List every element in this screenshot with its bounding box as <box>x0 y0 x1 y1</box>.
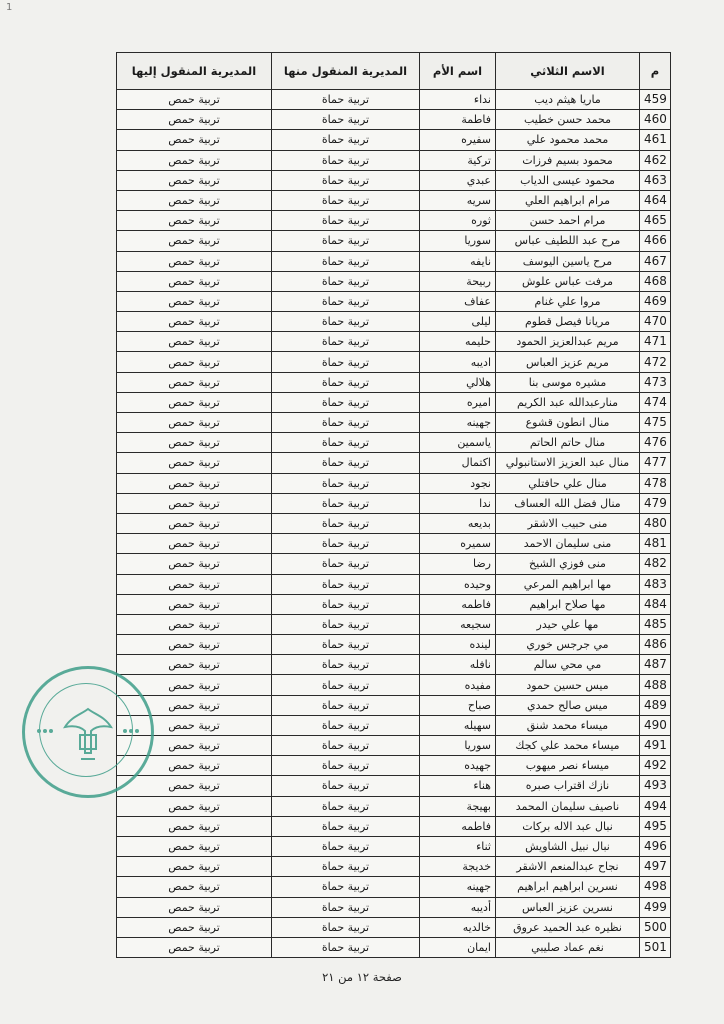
cell-num: 466 <box>640 231 671 251</box>
cell-name: ميساء نصر ميهوب <box>496 756 640 776</box>
cell-name: مروا علي غنام <box>496 291 640 311</box>
cell-num: 482 <box>640 554 671 574</box>
cell-num: 492 <box>640 756 671 776</box>
transfer-table <box>116 52 671 958</box>
table-body <box>117 90 671 958</box>
cell-to: تربية حمص <box>117 312 272 332</box>
table-row <box>117 392 671 412</box>
cell-from: تربية حماة <box>272 372 420 392</box>
table-row <box>117 291 671 311</box>
page-footer: صفحة ١٢ من ٢١ <box>322 970 402 984</box>
cell-from: تربية حماة <box>272 352 420 372</box>
table-row <box>117 675 671 695</box>
cell-num: 461 <box>640 130 671 150</box>
table-row <box>117 655 671 675</box>
cell-from: تربية حماة <box>272 433 420 453</box>
cell-from: تربية حماة <box>272 736 420 756</box>
cell-mother: مفيده <box>420 675 496 695</box>
cell-from: تربية حماة <box>272 271 420 291</box>
cell-mother: وحيده <box>420 574 496 594</box>
cell-mother: بديعه <box>420 513 496 533</box>
cell-mother: سريه <box>420 190 496 210</box>
cell-mother: عبدي <box>420 170 496 190</box>
table-row <box>117 877 671 897</box>
cell-num: 473 <box>640 372 671 392</box>
cell-from: تربية حماة <box>272 534 420 554</box>
cell-name: منى سليمان الاحمد <box>496 534 640 554</box>
cell-num: 465 <box>640 211 671 231</box>
table-row <box>117 433 671 453</box>
cell-mother: هناء <box>420 776 496 796</box>
cell-num: 490 <box>640 715 671 735</box>
table-row <box>117 332 671 352</box>
table-row <box>117 271 671 291</box>
table-row <box>117 614 671 634</box>
cell-name: منى حبيب الاشقر <box>496 513 640 533</box>
cell-from: تربية حماة <box>272 756 420 776</box>
cell-mother: جهيده <box>420 756 496 776</box>
cell-from: تربية حماة <box>272 816 420 836</box>
cell-mother: ربيحة <box>420 271 496 291</box>
header-name: الاسم الثلاثي <box>496 53 640 90</box>
cell-from: تربية حماة <box>272 332 420 352</box>
cell-to: تربية حمص <box>117 130 272 150</box>
cell-mother: جهينه <box>420 877 496 897</box>
cell-to: تربية حمص <box>117 90 272 110</box>
header-mother: اسم الأم <box>420 53 496 90</box>
cell-name: ماريا هيثم ديب <box>496 90 640 110</box>
cell-mother: نجود <box>420 473 496 493</box>
cell-name: مشيره موسى بنا <box>496 372 640 392</box>
cell-name: مها علي حيدر <box>496 614 640 634</box>
cell-mother: سفيره <box>420 130 496 150</box>
cell-name: مرح عبد اللطيف عباس <box>496 231 640 251</box>
cell-num: 475 <box>640 413 671 433</box>
cell-mother: ثوره <box>420 211 496 231</box>
cell-from: تربية حماة <box>272 291 420 311</box>
cell-from: تربية حماة <box>272 473 420 493</box>
cell-from: تربية حماة <box>272 110 420 130</box>
cell-from: تربية حماة <box>272 655 420 675</box>
cell-num: 472 <box>640 352 671 372</box>
table-row <box>117 594 671 614</box>
cell-name: محمد محمود علي <box>496 130 640 150</box>
cell-name: نبال نبيل الشاويش <box>496 836 640 856</box>
cell-mother: ندا <box>420 493 496 513</box>
cell-from: تربية حماة <box>272 231 420 251</box>
table-row <box>117 372 671 392</box>
cell-num: 459 <box>640 90 671 110</box>
table-header-row <box>117 53 671 90</box>
table-row <box>117 736 671 756</box>
table-row <box>117 776 671 796</box>
cell-to: تربية حمص <box>117 453 272 473</box>
cell-to: تربية حمص <box>117 170 272 190</box>
cell-num: 499 <box>640 897 671 917</box>
cell-name: محمود بسيم فرزات <box>496 150 640 170</box>
cell-to: تربية حمص <box>117 372 272 392</box>
table-row <box>117 251 671 271</box>
cell-to: تربية حمص <box>117 917 272 937</box>
cell-name: مها ابراهيم المرعي <box>496 574 640 594</box>
cell-name: ميس صالح حمدي <box>496 695 640 715</box>
cell-name: منال علي حافتلي <box>496 473 640 493</box>
cell-name: مرفت عباس علوش <box>496 271 640 291</box>
cell-from: تربية حماة <box>272 574 420 594</box>
cell-mother: ياسمين <box>420 433 496 453</box>
cell-name: منال عبد العزيز الاستانبولي <box>496 453 640 473</box>
cell-num: 496 <box>640 836 671 856</box>
cell-mother: اكتمال <box>420 453 496 473</box>
cell-name: منال فضل الله العساف <box>496 493 640 513</box>
cell-to: تربية حمص <box>117 877 272 897</box>
cell-from: تربية حماة <box>272 675 420 695</box>
cell-to: تربية حمص <box>117 614 272 634</box>
cell-to: تربية حمص <box>117 695 272 715</box>
table-row <box>117 413 671 433</box>
table-row <box>117 231 671 251</box>
cell-name: مرام احمد حسن <box>496 211 640 231</box>
cell-from: تربية حماة <box>272 453 420 473</box>
cell-num: 494 <box>640 796 671 816</box>
cell-to: تربية حمص <box>117 554 272 574</box>
cell-num: 460 <box>640 110 671 130</box>
cell-mother: فاطمة <box>420 110 496 130</box>
cell-name: منال انطون قشوع <box>496 413 640 433</box>
table-row <box>117 534 671 554</box>
table-row <box>117 715 671 735</box>
cell-mother: حليمه <box>420 332 496 352</box>
cell-from: تربية حماة <box>272 614 420 634</box>
cell-num: 478 <box>640 473 671 493</box>
cell-to: تربية حمص <box>117 715 272 735</box>
eagle-emblem-icon <box>25 669 151 795</box>
cell-to: تربية حمص <box>117 635 272 655</box>
cell-name: ميساء محمد شنق <box>496 715 640 735</box>
cell-from: تربية حماة <box>272 715 420 735</box>
cell-to: تربية حمص <box>117 534 272 554</box>
table-row <box>117 695 671 715</box>
cell-to: تربية حمص <box>117 816 272 836</box>
header-from: المديرية المنقول منها <box>272 53 420 90</box>
cell-to: تربية حمص <box>117 291 272 311</box>
cell-mother: صباح <box>420 695 496 715</box>
table-row <box>117 150 671 170</box>
cell-to: تربية حمص <box>117 271 272 291</box>
cell-from: تربية حماة <box>272 594 420 614</box>
cell-name: مي محي سالم <box>496 655 640 675</box>
table-row <box>117 554 671 574</box>
cell-to: تربية حمص <box>117 937 272 957</box>
cell-to: تربية حمص <box>117 231 272 251</box>
cell-mother: سوريا <box>420 736 496 756</box>
cell-name: مها صلاح ابراهيم <box>496 594 640 614</box>
table-row <box>117 110 671 130</box>
cell-mother: هلالي <box>420 372 496 392</box>
cell-from: تربية حماة <box>272 937 420 957</box>
table-row <box>117 857 671 877</box>
cell-mother: فاطمه <box>420 816 496 836</box>
cell-num: 491 <box>640 736 671 756</box>
cell-num: 487 <box>640 655 671 675</box>
cell-from: تربية حماة <box>272 170 420 190</box>
cell-name: نازك اقتراب صبره <box>496 776 640 796</box>
cell-num: 493 <box>640 776 671 796</box>
cell-to: تربية حمص <box>117 736 272 756</box>
cell-to: تربية حمص <box>117 332 272 352</box>
cell-to: تربية حمص <box>117 776 272 796</box>
cell-to: تربية حمص <box>117 513 272 533</box>
table-row <box>117 897 671 917</box>
cell-to: تربية حمص <box>117 392 272 412</box>
cell-from: تربية حماة <box>272 836 420 856</box>
cell-mother: سوريا <box>420 231 496 251</box>
header-num: م <box>640 53 671 90</box>
cell-from: تربية حماة <box>272 857 420 877</box>
cell-from: تربية حماة <box>272 897 420 917</box>
table-row <box>117 917 671 937</box>
cell-to: تربية حمص <box>117 756 272 776</box>
cell-mother: اديبه <box>420 352 496 372</box>
transfer-table-wrapper <box>116 52 670 958</box>
cell-to: تربية حمص <box>117 836 272 856</box>
cell-to: تربية حمص <box>117 574 272 594</box>
cell-to: تربية حمص <box>117 493 272 513</box>
cell-from: تربية حماة <box>272 392 420 412</box>
table-row <box>117 473 671 493</box>
cell-num: 463 <box>640 170 671 190</box>
cell-num: 497 <box>640 857 671 877</box>
cell-from: تربية حماة <box>272 90 420 110</box>
cell-num: 477 <box>640 453 671 473</box>
cell-num: 467 <box>640 251 671 271</box>
cell-from: تربية حماة <box>272 413 420 433</box>
cell-mother: خالديه <box>420 917 496 937</box>
cell-mother: اميره <box>420 392 496 412</box>
cell-mother: فاطمه <box>420 594 496 614</box>
table-row <box>117 513 671 533</box>
cell-name: منال حاتم الحاتم <box>496 433 640 453</box>
table-row <box>117 756 671 776</box>
cell-num: 484 <box>640 594 671 614</box>
cell-name: مريم عبدالعزيز الحمود <box>496 332 640 352</box>
cell-mother: نداء <box>420 90 496 110</box>
cell-mother: لينده <box>420 635 496 655</box>
cell-from: تربية حماة <box>272 635 420 655</box>
cell-mother: جهينه <box>420 413 496 433</box>
cell-from: تربية حماة <box>272 554 420 574</box>
cell-name: نجاح عبدالمنعم الاشقر <box>496 857 640 877</box>
cell-num: 470 <box>640 312 671 332</box>
cell-mother: نايفه <box>420 251 496 271</box>
cell-to: تربية حمص <box>117 897 272 917</box>
cell-to: تربية حمص <box>117 473 272 493</box>
table-row <box>117 937 671 957</box>
cell-num: 483 <box>640 574 671 594</box>
cell-num: 500 <box>640 917 671 937</box>
cell-to: تربية حمص <box>117 675 272 695</box>
cell-to: تربية حمص <box>117 655 272 675</box>
cell-from: تربية حماة <box>272 190 420 210</box>
cell-mother: عفاف <box>420 291 496 311</box>
table-row <box>117 816 671 836</box>
cell-to: تربية حمص <box>117 433 272 453</box>
cell-num: 486 <box>640 635 671 655</box>
cell-name: نسرين عزيز العباس <box>496 897 640 917</box>
cell-mother: رضا <box>420 554 496 574</box>
official-seal-stamp <box>22 666 154 798</box>
cell-from: تربية حماة <box>272 917 420 937</box>
cell-num: 479 <box>640 493 671 513</box>
table-row <box>117 130 671 150</box>
cell-from: تربية حماة <box>272 877 420 897</box>
cell-name: منى فوزي الشيخ <box>496 554 640 574</box>
cell-name: منارعبدالله عبد الكريم <box>496 392 640 412</box>
cell-num: 498 <box>640 877 671 897</box>
cell-to: تربية حمص <box>117 594 272 614</box>
cell-to: تربية حمص <box>117 352 272 372</box>
table-row <box>117 453 671 473</box>
cell-name: مي جرجس خوري <box>496 635 640 655</box>
cell-mother: أديبه <box>420 897 496 917</box>
cell-from: تربية حماة <box>272 251 420 271</box>
cell-name: ميساء محمد علي كجك <box>496 736 640 756</box>
cell-to: تربية حمص <box>117 150 272 170</box>
cell-mother: خديجة <box>420 857 496 877</box>
table-row <box>117 836 671 856</box>
cell-num: 485 <box>640 614 671 634</box>
cell-name: محمد حسن خطيب <box>496 110 640 130</box>
table-row <box>117 211 671 231</box>
cell-num: 462 <box>640 150 671 170</box>
cell-to: تربية حمص <box>117 413 272 433</box>
page-corner-mark: 1 <box>6 2 13 13</box>
cell-num: 481 <box>640 534 671 554</box>
cell-mother: ليلى <box>420 312 496 332</box>
cell-mother: ايمان <box>420 937 496 957</box>
table-row <box>117 493 671 513</box>
cell-from: تربية حماة <box>272 312 420 332</box>
cell-name: نبال عبد الاله بركات <box>496 816 640 836</box>
cell-num: 501 <box>640 937 671 957</box>
cell-name: نغم عماد صليبي <box>496 937 640 957</box>
cell-from: تربية حماة <box>272 211 420 231</box>
cell-name: نظيره عبد الحميد عروق <box>496 917 640 937</box>
cell-from: تربية حماة <box>272 695 420 715</box>
cell-name: مرام ابراهيم العلي <box>496 190 640 210</box>
cell-mother: سميره <box>420 534 496 554</box>
cell-num: 474 <box>640 392 671 412</box>
cell-num: 464 <box>640 190 671 210</box>
cell-name: مريانا فيصل قطوم <box>496 312 640 332</box>
cell-from: تربية حماة <box>272 150 420 170</box>
table-row <box>117 796 671 816</box>
cell-from: تربية حماة <box>272 493 420 513</box>
cell-from: تربية حماة <box>272 130 420 150</box>
cell-name: نسرين ابراهيم ابراهيم <box>496 877 640 897</box>
cell-from: تربية حماة <box>272 796 420 816</box>
table-row <box>117 90 671 110</box>
cell-num: 471 <box>640 332 671 352</box>
table-row <box>117 312 671 332</box>
cell-name: ميس حسين حمود <box>496 675 640 695</box>
table-row <box>117 635 671 655</box>
cell-to: تربية حمص <box>117 190 272 210</box>
cell-num: 469 <box>640 291 671 311</box>
cell-mother: نافله <box>420 655 496 675</box>
cell-num: 488 <box>640 675 671 695</box>
header-to: المديرية المنقول إليها <box>117 53 272 90</box>
cell-num: 480 <box>640 513 671 533</box>
cell-to: تربية حمص <box>117 110 272 130</box>
table-row <box>117 170 671 190</box>
cell-to: تربية حمص <box>117 796 272 816</box>
cell-name: ناصيف سليمان المحمد <box>496 796 640 816</box>
cell-from: تربية حماة <box>272 776 420 796</box>
cell-name: محمود عيسى الدياب <box>496 170 640 190</box>
table-row <box>117 352 671 372</box>
cell-num: 495 <box>640 816 671 836</box>
cell-to: تربية حمص <box>117 211 272 231</box>
cell-to: تربية حمص <box>117 857 272 877</box>
cell-mother: سهيله <box>420 715 496 735</box>
cell-mother: بهيجة <box>420 796 496 816</box>
cell-from: تربية حماة <box>272 513 420 533</box>
cell-to: تربية حمص <box>117 251 272 271</box>
cell-num: 468 <box>640 271 671 291</box>
cell-num: 476 <box>640 433 671 453</box>
table-row <box>117 574 671 594</box>
cell-mother: ثناء <box>420 836 496 856</box>
table-row <box>117 190 671 210</box>
cell-num: 489 <box>640 695 671 715</box>
cell-name: مريم عزيز العباس <box>496 352 640 372</box>
cell-mother: سجيعه <box>420 614 496 634</box>
cell-mother: تركية <box>420 150 496 170</box>
cell-name: مرح ياسين اليوسف <box>496 251 640 271</box>
